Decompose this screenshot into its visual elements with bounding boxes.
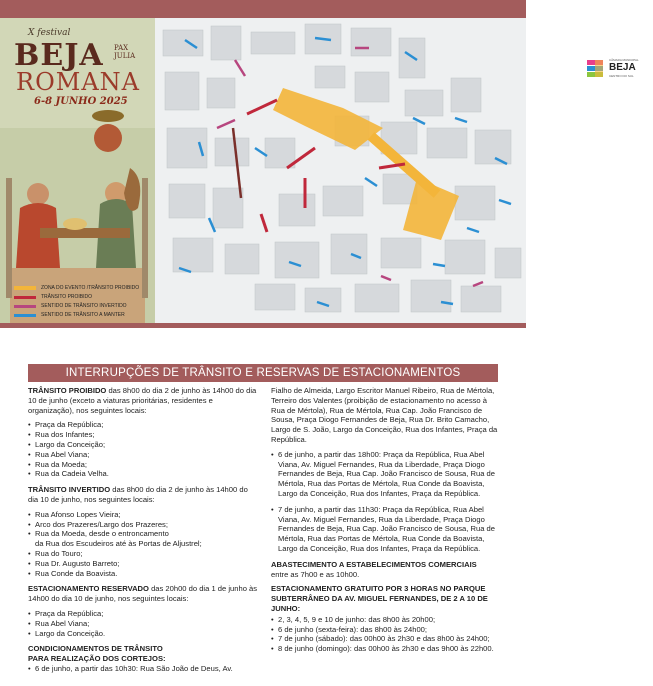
list-item: • 8 de junho (domingo): das 00h00 às 2h30 e das 9h00 às 22h00.: [271, 644, 499, 654]
legend-label: SENTIDO DE TRÂNSITO INVERTIDO: [41, 303, 127, 309]
legend-swatch: [14, 286, 36, 290]
list-item: • 2, 3, 4, 5, 9 e 10 de junho: das 8h00 às 20h00;: [271, 615, 499, 625]
poster-dates: 6-8 JUNHO 2025: [34, 96, 128, 107]
poster-subtitle: ROMANA: [16, 68, 140, 96]
beja-logo: [585, 58, 653, 82]
list-item-continuation: da Rua dos Escudeiros até às Portas de Aljustrel;: [35, 539, 202, 549]
pax-text: PAX: [114, 44, 129, 52]
list-item: • 6 de junho, a partir das 18h00: Praça da República, Rua Abel Viana, Av. Miguel Fernandes, Rua da Liberdade, Praça Diogo Fernandes de Beja, Rua Cap. João Francisco de Sousa, Rua de Mértola, Rua das Portas de Mértola, Rua Conde da Boavista, Largo da Conceição, Rua dos Infantes, Praça da República.: [271, 450, 499, 499]
map-legend: [14, 284, 139, 320]
legend-swatch: [14, 305, 36, 308]
prohibited-heading: TRÂNSITO PROIBIDO: [28, 386, 107, 395]
conditions-list: [28, 664, 258, 674]
list-item: • 6 de junho, a partir das 10h30: Rua São João de Deus, Av.: [28, 664, 258, 674]
list-item: • 7 de junho, a partir das 11h30: Praça da República, Rua Abel Viana, Av. Miguel Fernandes, Rua da Liberdade, Praça Diogo Fernandes de Beja, Rua Cap. João Francisco de Sousa, Rua de Mértola, Rua das Portas de Mértola, Rua Conde da Boavista, Largo da Conceição, Rua dos Infantes, Praça da República.: [271, 505, 499, 554]
list-item: • Largo da Conceição;: [28, 440, 258, 450]
legend-row: [14, 293, 139, 301]
conditions-heading-line1: CONDICIONAMENTOS DE TRÂNSITO: [28, 644, 163, 654]
conditions-heading-line2: PARA REALIZAÇÃO DOS CORTEJOS:: [28, 654, 166, 664]
prohibited-list: [28, 420, 258, 479]
street-map: [155, 18, 526, 323]
legend-row: [14, 302, 139, 310]
inverted-paragraph: [28, 485, 258, 505]
inverted-text: das 8h00 do dia 2 de junho às 14h00 do dia 10 de junho, nos seguintes locais:: [28, 485, 248, 504]
list-item: • Rua Dr. Augusto Barreto;: [28, 559, 258, 569]
reserved-paragraph: [28, 584, 258, 604]
julia-text: JULIA: [114, 52, 136, 60]
parking-list: [271, 615, 499, 654]
reserved-text: das 20h00 do dia 1 de junho às 14h00 do dia 10 de junho, nos seguintes locais:: [28, 584, 258, 604]
inverted-list: [28, 510, 258, 579]
parade-list: [271, 450, 499, 499]
beja-logo-mark: [585, 58, 605, 80]
list-item: • Rua da Moeda;: [28, 460, 258, 470]
legend-row: [14, 311, 139, 319]
list-item: • Praça da República;: [28, 609, 258, 619]
top-band: [0, 0, 526, 18]
inverted-heading: TRÂNSITO INVERTIDO: [28, 485, 111, 495]
list-item: • Largo da Conceição.: [28, 629, 258, 639]
left-column: [28, 386, 258, 680]
right-column: [271, 386, 499, 660]
section-title: INTERRUPÇÕES DE TRÂNSITO E RESERVAS DE ESTACIONAMENTOS: [28, 364, 498, 382]
poster-pax-julia: [114, 44, 135, 60]
list-item: • Rua Conde da Boavista.: [28, 569, 258, 579]
list-item: • 6 de junho (sexta-feira): das 8h00 às 24h00;: [271, 625, 499, 635]
reserved-list: [28, 609, 258, 638]
list-item: • Rua Abel Viana;: [28, 619, 258, 629]
list-item: • 7 de junho (sábado): das 00h00 às 2h30 e das 8h00 às 24h00;: [271, 634, 499, 644]
traffic-map: [155, 18, 639, 323]
list-item: • Praça da República;: [28, 420, 258, 430]
poster-city: BEJA: [14, 38, 104, 73]
info-section: [0, 328, 526, 686]
parking-heading: ESTACIONAMENTO GRATUITO POR 3 HORAS NO PARQUE SUBTERRÂNEO DA AV. MIGUEL FERNANDES, DE 2 A 10 DE JUNHO:: [271, 584, 488, 613]
legend-label: TRÂNSITO PROIBIDO: [41, 294, 93, 300]
list-item: • Rua Abel Viana;: [28, 450, 258, 460]
list-item: • Rua dos Infantes;: [28, 430, 258, 440]
list-item: • Rua da Cadeia Velha.: [28, 469, 258, 479]
list-item: • Rua Afonso Lopes Vieira;: [28, 510, 258, 520]
prohibited-text: das 8h00 do dia 2 de junho às 14h00 do dia 10 de junho (exceto a viaturas prioritárias, residentes e organização), nos seguintes locais:: [28, 386, 257, 415]
logo-bottom-text: CENTRO DO SUL: [609, 74, 634, 78]
legend-row: [14, 284, 139, 292]
festival-label: X festival: [28, 28, 71, 38]
legend-swatch: [14, 296, 36, 299]
conditions-continuation: Fialho de Almeida, Largo Escritor Manuel Ribeiro, Rua de Mértola, Terreiro dos Valentes (proibição de estacionamento no acesso à Rua de Mértola), Rua de Mértola, Rua Cap. João Francisco de Sousa, Praça Diogo Fernandes de Beja, Rua Dr. Brito Camacho, Largo de S. João, Largo da Conceição, Rua dos Infantes, Praça da República.: [271, 386, 498, 444]
reserved-heading: ESTACIONAMENTO RESERVADO: [28, 584, 149, 594]
supply-heading: ABASTECIMENTO A ESTABELECIMENTOS COMERCIAIS: [271, 559, 477, 569]
supply-text: entre as 7h00 e as 10h00.: [271, 569, 360, 579]
logo-top-text: CÂMARA MUNICIPAL: [609, 58, 639, 62]
legend-swatch: [14, 314, 36, 317]
legend-label: ZONA DO EVENTO /TRÂNSITO PROIBIDO: [41, 285, 140, 291]
parking-paragraph: [271, 584, 499, 613]
supply-paragraph: [271, 560, 499, 580]
list-item: • Rua da Moeda, desde o entroncamento: [28, 529, 258, 539]
list-item: • Rua do Touro;: [28, 549, 258, 559]
parade-list: [271, 505, 499, 554]
conditions-heading: [28, 644, 258, 664]
list-item: • Arco dos Prazeres/Largo dos Prazeres;: [28, 520, 258, 530]
legend-label: SENTIDO DE TRÂNSITO A MANTER: [41, 312, 125, 318]
festival-poster: [0, 18, 155, 323]
prohibited-paragraph: [28, 386, 258, 415]
logo-name: BEJA: [609, 62, 636, 73]
